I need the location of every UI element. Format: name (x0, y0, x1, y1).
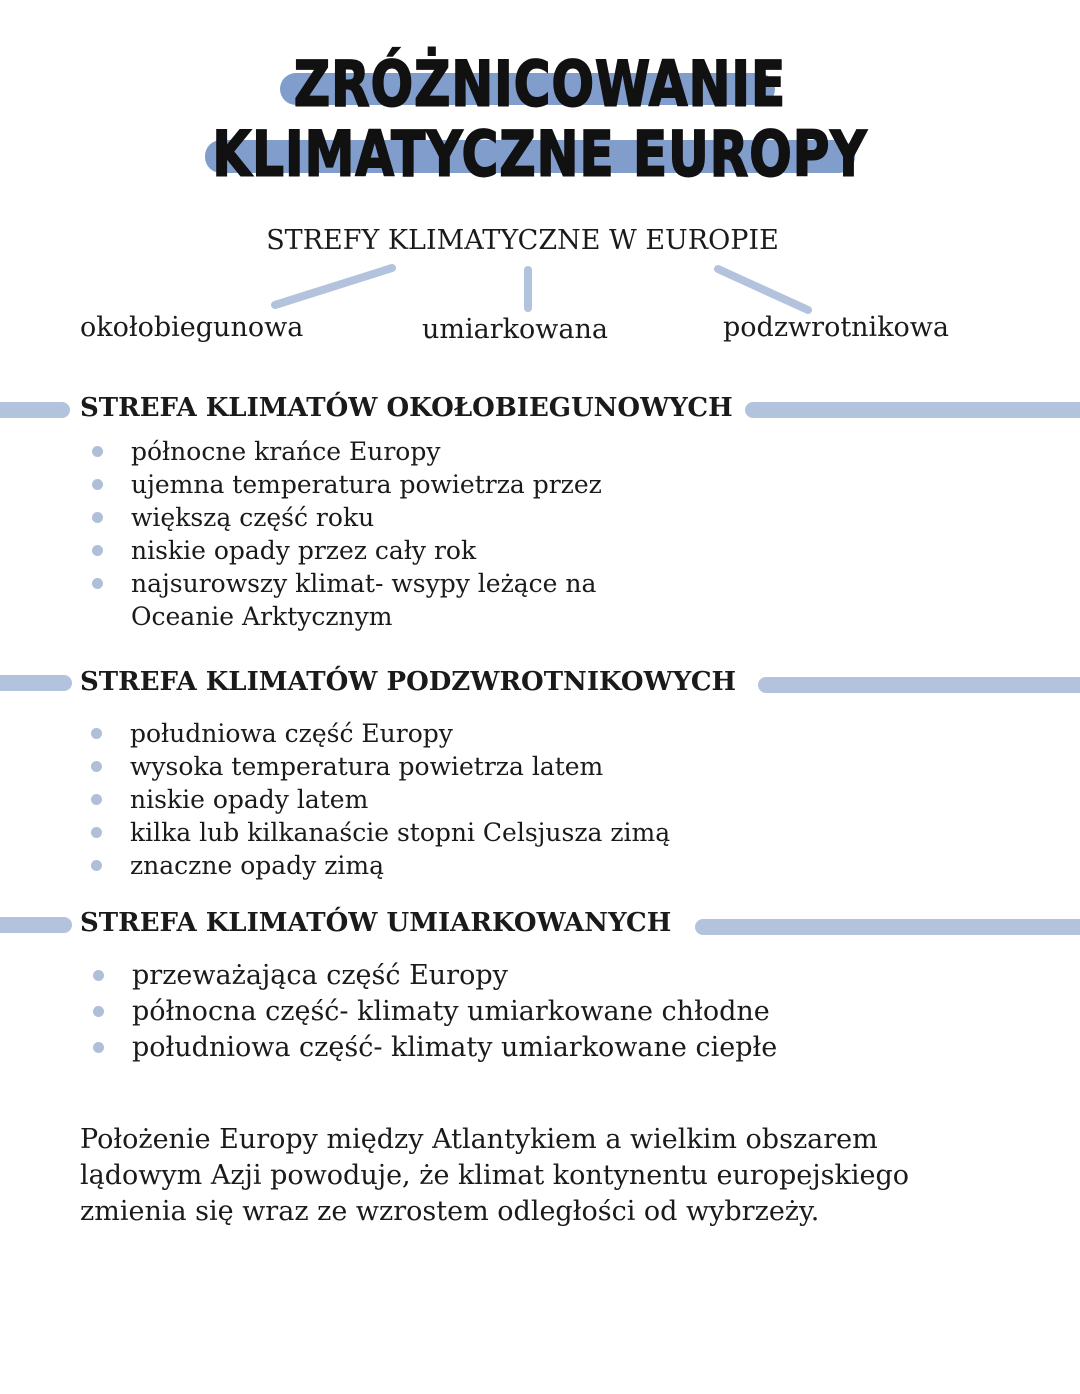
list-item: wysoka temperatura powietrza latem (80, 750, 670, 783)
section-heading-polar: STREFA KLIMATÓW OKOŁOBIEGUNOWYCH (80, 393, 733, 423)
diagram-heading: STREFY KLIMATYCZNE W EUROPIE (266, 225, 779, 256)
list-item: niskie opady przez cały rok (81, 534, 602, 567)
list-item: ujemna temperatura powietrza przez (81, 468, 602, 501)
section-heading-temperate: STREFA KLIMATÓW UMIARKOWANYCH (80, 908, 672, 938)
list-item: północne krańce Europy (81, 435, 602, 468)
section-bar-right (758, 677, 1080, 693)
summary-paragraph: Położenie Europy między Atlantykiem a wielkim obszarem lądowym Azji powoduje, że klimat kontynentu europejskiego zmienia się wraz ze wzrostem odległości od wybrzeży. (80, 1124, 909, 1227)
list-item: południowa część- klimaty umiarkowane ciepłe (82, 1030, 777, 1066)
connector-left (275, 268, 392, 305)
section-bar-left (0, 675, 72, 691)
polar-list (81, 435, 602, 633)
list-item: niskie opady latem (80, 783, 670, 816)
list-item-continuation: Oceanie Arktycznym (131, 602, 393, 631)
page-title-line-1: ZRÓŻNICOWANIE (293, 47, 787, 121)
zone-label-temperate: umiarkowana (422, 314, 608, 345)
section-bar-right (695, 919, 1080, 935)
list-item: północna część- klimaty umiarkowane chłodne (82, 994, 777, 1030)
temperate-list (82, 958, 777, 1066)
zone-label-polar: okołobiegunowa (80, 312, 304, 343)
page-title-line-2: KLIMATYCZNE EUROPY (212, 117, 868, 191)
section-bar-left (0, 402, 70, 418)
list-item: znaczne opady zimą (80, 849, 670, 882)
list-item: południowa część Europy (80, 717, 670, 750)
section-bar-left (0, 917, 72, 933)
section-bar-right (745, 402, 1080, 418)
connector-right (718, 269, 808, 310)
diagram-connectors (0, 0, 1080, 340)
list-item: najsurowszy klimat- wsypy leżące na (81, 567, 602, 600)
list-item: większą część roku (81, 501, 602, 534)
list-item: kilka lub kilkanaście stopni Celsjusza zimą (80, 816, 670, 849)
zone-label-subtropical: podzwrotnikowa (723, 312, 950, 343)
subtropical-list (80, 717, 670, 882)
list-item: przeważająca część Europy (82, 958, 777, 994)
section-heading-subtropical: STREFA KLIMATÓW PODZWROTNIKOWYCH (80, 667, 737, 697)
